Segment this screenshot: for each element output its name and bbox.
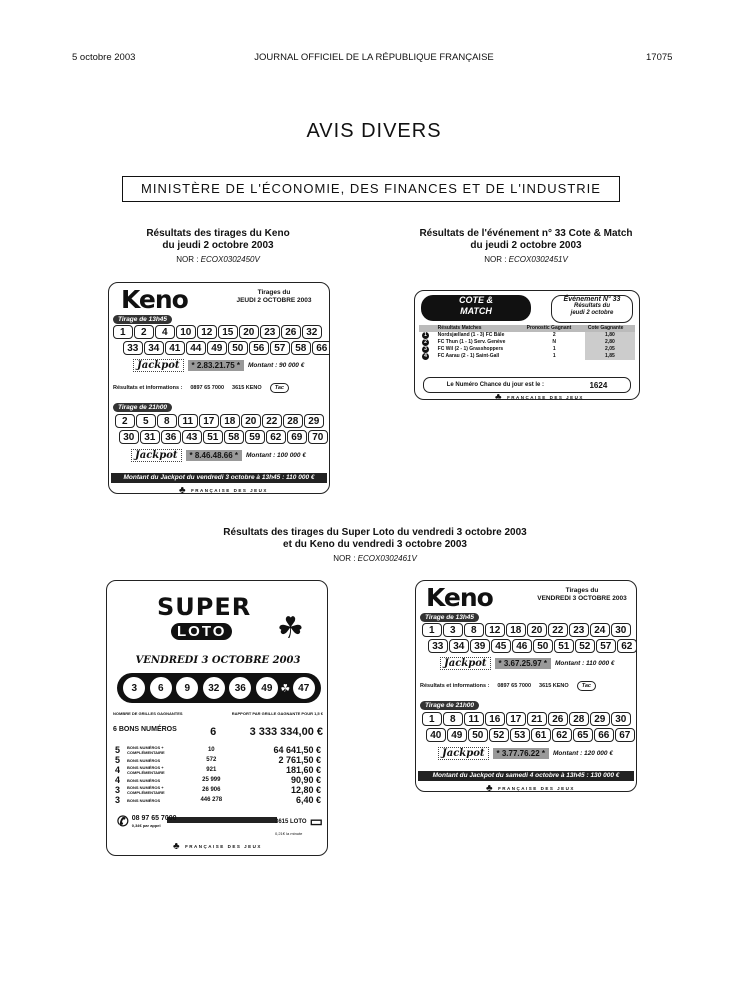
keno1-draw1-row1 [113, 325, 322, 339]
match-row: 2 FC Thun (1 - 1) Serv. Genève N 2,80 [419, 339, 635, 346]
loto-ball: 49 [254, 675, 280, 701]
keno-number: 8 [157, 414, 177, 428]
loto-ball: 3 [121, 675, 147, 701]
keno-number: 57 [596, 639, 616, 653]
header-journal: JOURNAL OFFICIEL DE LA RÉPUBLIQUE FRANÇAISE [254, 52, 494, 63]
keno-number: 22 [548, 623, 568, 637]
keno2-draw2-row2 [426, 728, 635, 742]
cote-results-table [419, 325, 635, 360]
gains-row: 4 BONS NUMÉROS + COMPLÉMENTAIRE 921 181,60 € [115, 765, 321, 775]
keno-number: 51 [203, 430, 223, 444]
minitel: 3615 KENO [539, 683, 569, 689]
keno-number: 43 [182, 430, 202, 444]
keno-number: 8 [464, 623, 484, 637]
keno1-subtitle: du jeudi 2 octobre 2003 [162, 240, 274, 251]
keno-number: 18 [506, 623, 526, 637]
gains-row: 4 BONS NUMÉROS 25 999 90,90 € [115, 775, 321, 785]
keno-number: 53 [510, 728, 530, 742]
keno-number: 1 [422, 712, 442, 726]
keno-number: 23 [569, 623, 589, 637]
loto-ball: 9 [174, 675, 200, 701]
keno-number: 17 [199, 414, 219, 428]
keno-number: 8 [443, 712, 463, 726]
superloto-gains-table [113, 745, 323, 805]
keno1-card [108, 282, 330, 494]
keno-number: 56 [249, 341, 269, 355]
header-date: 5 octobre 2003 [72, 52, 136, 63]
keno-number: 30 [611, 623, 631, 637]
phone-number: 0897 65 7000 [497, 683, 532, 689]
jackpot-montant: Montant : 120 000 € [553, 750, 613, 757]
keno-number: 67 [615, 728, 635, 742]
cote-nor: NOR : ECOX0302451V [484, 255, 568, 264]
keno-number: 50 [228, 341, 248, 355]
match-row: 3 FC Wil (2 - 1) Grasshoppers 1 2,05 [419, 346, 635, 353]
minitel-icon: ▭ [309, 813, 323, 829]
match-row: 4 FC Aarau (2 - 1) Saint-Gall 1 1,85 [419, 353, 635, 360]
mid-nor: NOR : ECOX0302461V [333, 554, 417, 563]
keno-number: 3 [443, 623, 463, 637]
keno-number: 62 [552, 728, 572, 742]
keno-number: 1 [113, 325, 133, 339]
cote-caption [398, 228, 654, 264]
keno1-draw1-jackpot [133, 359, 304, 372]
superloto-balls [117, 673, 321, 703]
keno1-title: Résultats des tirages du Keno [146, 228, 290, 239]
keno-number: 36 [161, 430, 181, 444]
mid-title: Résultats des tirages du Super Loto du vendredi 3 octobre 2003 [223, 527, 527, 538]
keno2-draw1-row1 [422, 623, 631, 637]
keno1-draw1-tag: Tirage de 13h45 [113, 315, 172, 324]
keno-number: 41 [165, 341, 185, 355]
keno-number: 20 [239, 325, 259, 339]
keno-number: 30 [119, 430, 139, 444]
clover-icon: ♣ [486, 783, 495, 792]
minitel-sub: 0,21€ la minute [275, 831, 303, 836]
keno-number: 33 [428, 639, 448, 653]
keno-number: 50 [468, 728, 488, 742]
keno1-draw1-row2 [123, 341, 330, 355]
keno1-draw2-row2 [119, 430, 328, 444]
clover-icon: ☘ [280, 682, 291, 695]
cote-event-box: Événement N° 33 Résultats du jeudi 2 octobre [551, 295, 633, 323]
keno-number: 28 [283, 414, 303, 428]
gains-row: 3 BONS NUMÉROS + COMPLÉMENTAIRE 26 906 12,80 € [115, 785, 321, 795]
jackpot-number: * 2.83.21.75 * [188, 360, 244, 371]
clover-icon: ♣ [173, 841, 182, 852]
complementary-ball: 47 [291, 675, 317, 701]
keno-number: 10 [176, 325, 196, 339]
jackpot-montant: Montant : 110 000 € [555, 660, 615, 667]
gains-row: 5 BONS NUMÉROS 572 2 761,50 € [115, 755, 321, 765]
keno2-draw1-tag: Tirage de 13h45 [420, 613, 479, 622]
keno1-jackpot-banner: Montant du Jackpot du vendredi 3 octobre à 13h45 : 110 000 € [111, 473, 327, 483]
jackpot-number: * 8.46.48.66 * [186, 450, 242, 461]
superloto-top-row: 6 BONS NUMÉROS 6 3 333 334,00 € [113, 726, 323, 738]
jackpot-number: * 3.67.25.97 * [495, 658, 551, 669]
keno-number: 70 [308, 430, 328, 444]
keno-number: 5 [136, 414, 156, 428]
keno-number: 32 [302, 325, 322, 339]
keno-number: 52 [575, 639, 595, 653]
superloto-logo-loto: LOTO [171, 623, 232, 640]
keno-number: 22 [262, 414, 282, 428]
keno-number: 52 [489, 728, 509, 742]
keno-number: 65 [573, 728, 593, 742]
col-cote: Cote Gagnante [587, 325, 624, 331]
jackpot-number: * 3.77.76.22 * [493, 748, 549, 759]
col-prono: Pronostic Gagnant [526, 325, 572, 331]
keno-logo: Keno [121, 285, 188, 314]
keno2-info-row: Résultats et informations : 0897 65 7000 3615 KENO Tac [420, 681, 634, 691]
keno-number: 28 [569, 712, 589, 726]
cote-match-logo: COTE & MATCH [421, 295, 531, 321]
keno-number: 11 [464, 712, 484, 726]
keno-number: 2 [134, 325, 154, 339]
clover-icon: ♣ [495, 392, 504, 400]
keno-number: 29 [590, 712, 610, 726]
keno-number: 46 [512, 639, 532, 653]
keno-number: 49 [207, 341, 227, 355]
keno-number: 49 [447, 728, 467, 742]
jackpot-logo: Jackpot [131, 449, 182, 462]
four-leaf-clover-icon: ☘ [277, 612, 304, 645]
tac-o-tac-logo-icon: Tac [577, 681, 596, 691]
keno-number: 51 [554, 639, 574, 653]
fdj-logo: ♣ FRANÇAISE DES JEUX [495, 392, 584, 400]
keno-number: 17 [506, 712, 526, 726]
keno-number: 12 [197, 325, 217, 339]
cote-chance-row [423, 377, 631, 393]
keno-number: 61 [531, 728, 551, 742]
keno-number: 24 [590, 623, 610, 637]
keno-number: 16 [485, 712, 505, 726]
keno2-card [415, 580, 637, 792]
keno-number: 30 [611, 712, 631, 726]
keno-number: 34 [144, 341, 164, 355]
keno2-draw2-tag: Tirage de 21h00 [420, 701, 479, 710]
keno-number: 26 [548, 712, 568, 726]
loto-ball: 6 [148, 675, 174, 701]
keno-number: 34 [449, 639, 469, 653]
keno-number: 29 [304, 414, 324, 428]
keno-number: 20 [527, 623, 547, 637]
superloto-card [106, 580, 328, 856]
keno-number: 66 [312, 341, 330, 355]
keno1-draw2-row1 [115, 414, 324, 428]
loto-ball: 36 [227, 675, 253, 701]
keno-number: 26 [281, 325, 301, 339]
mid-caption [180, 527, 570, 563]
fdj-logo: ♣ FRANÇAISE DES JEUX [173, 841, 262, 852]
keno-number: 62 [266, 430, 286, 444]
superloto-phone: ✆ 08 97 65 7000 0,34€ par appel [117, 813, 177, 829]
keno2-jackpot-banner: Montant du Jackpot du samedi 4 octobre à 13h45 : 130 000 € [418, 771, 634, 781]
keno-number: 58 [291, 341, 311, 355]
keno-number: 20 [241, 414, 261, 428]
jackpot-montant: Montant : 100 000 € [246, 452, 306, 459]
jackpot-logo: Jackpot [133, 359, 184, 372]
keno-number: 33 [123, 341, 143, 355]
keno-number: 1 [422, 623, 442, 637]
loto-ball: 32 [201, 675, 227, 701]
keno-number: 62 [617, 639, 637, 653]
keno2-draw2-jackpot [438, 747, 613, 760]
fdj-logo: ♣ FRANÇAISE DES JEUX [486, 783, 575, 792]
keno-number: 31 [140, 430, 160, 444]
fdj-logo: ♣ FRANÇAISE DES JEUX [179, 485, 268, 494]
keno-number: 50 [533, 639, 553, 653]
chance-label: Le Numéro Chance du jour est le : [446, 382, 545, 388]
minitel: 3615 KENO [232, 385, 262, 391]
keno-number: 4 [155, 325, 175, 339]
keno-number: 58 [224, 430, 244, 444]
col-results: Résultats Matches [437, 325, 482, 331]
keno-number: 59 [245, 430, 265, 444]
jackpot-logo: Jackpot [440, 657, 491, 670]
keno1-draw-date: Tirages du JEUDI 2 OCTOBRE 2003 [236, 289, 312, 304]
keno-number: 66 [594, 728, 614, 742]
clover-icon: ♣ [179, 485, 188, 494]
keno1-draw2-jackpot [131, 449, 306, 462]
keno-number: 23 [260, 325, 280, 339]
gains-row: 5 BONS NUMÉROS + COMPLÉMENTAIRE 10 64 641,50 € [115, 745, 321, 755]
keno-number: 12 [485, 623, 505, 637]
tac-o-tac-logo-icon: Tac [270, 383, 289, 393]
keno2-draw2-row1 [422, 712, 631, 726]
ministry-box: MINISTÈRE DE L'ÉCONOMIE, DES FINANCES ET DE L'INDUSTRIE [122, 176, 620, 202]
keno2-draw1-row2 [428, 639, 637, 653]
keno1-nor: NOR : ECOX0302450V [176, 255, 260, 264]
cote-title: Résultats de l'événement n° 33 Cote & Match [419, 228, 633, 239]
keno-number: 21 [527, 712, 547, 726]
mid-subtitle: et du Keno du vendredi 3 octobre 2003 [283, 539, 467, 550]
keno-number: 11 [178, 414, 198, 428]
section-title: AVIS DIVERS [306, 120, 442, 142]
match-row: 1 Nordsjælland (1 - 3) FC Bâle 2 1,80 [419, 332, 635, 339]
keno2-draw1-jackpot [440, 657, 614, 670]
jackpot-montant: Montant : 90 000 € [248, 362, 305, 369]
superloto-logo-super: SUPER [157, 593, 252, 621]
header-page-number: 17075 [646, 52, 673, 63]
keno-number: 45 [491, 639, 511, 653]
keno-number: 40 [426, 728, 446, 742]
keno-number: 39 [470, 639, 490, 653]
superloto-col-headers: NOMBRE DE GRILLES GAGNANTES RAPPORT PAR GRILLE GAGNANTE POUR 1,5 € [113, 711, 323, 716]
keno1-draw2-tag: Tirage de 21h00 [113, 403, 172, 412]
keno-number: 2 [115, 414, 135, 428]
keno-number: 44 [186, 341, 206, 355]
phone-icon: ✆ [117, 813, 129, 829]
keno1-caption [108, 228, 328, 264]
phone-number: 0897 65 7000 [190, 385, 225, 391]
jackpot-logo: Jackpot [438, 747, 489, 760]
keno-number: 69 [287, 430, 307, 444]
keno-number: 15 [218, 325, 238, 339]
superloto-date: VENDREDI 3 OCTOBRE 2003 [135, 655, 301, 666]
cote-subtitle: du jeudi 2 octobre 2003 [470, 240, 582, 251]
gains-row: 3 BONS NUMÉROS 446 278 6,40 € [115, 795, 321, 805]
cote-card [414, 290, 640, 400]
keno-number: 57 [270, 341, 290, 355]
superloto-minitel: 3615 LOTO ▭ [275, 813, 323, 829]
keno1-info-row: Résultats et informations : 0897 65 7000 3615 KENO Tac [113, 383, 327, 393]
keno-number: 18 [220, 414, 240, 428]
keno-logo: Keno [426, 583, 493, 612]
chance-number: 1624 [589, 380, 608, 390]
keno2-draw-date: Tirages du VENDREDI 3 OCTOBRE 2003 [537, 587, 627, 602]
superloto-bar [167, 817, 277, 823]
